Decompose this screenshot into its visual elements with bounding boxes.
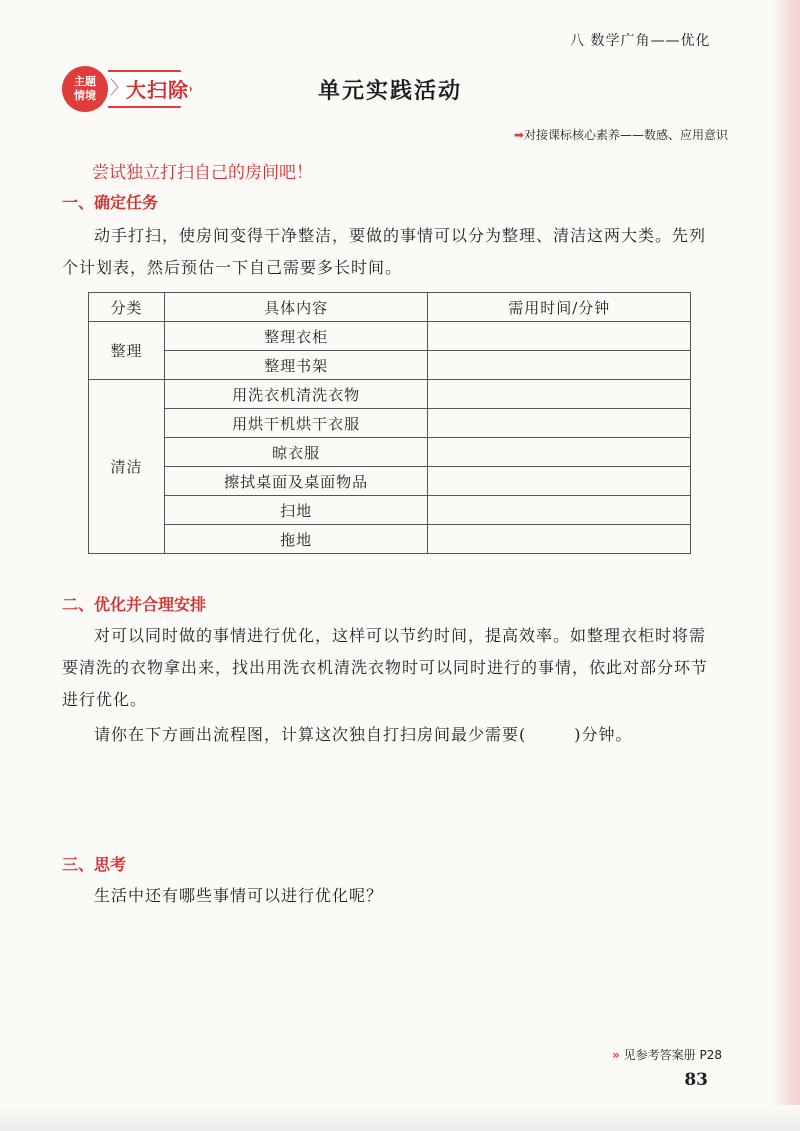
section1-heading: 一、确定任务: [62, 193, 159, 212]
group-clean: 清洁: [89, 380, 165, 554]
time-cell[interactable]: [428, 525, 691, 554]
table-row: [89, 525, 691, 554]
section3-heading: 三、思考: [62, 855, 127, 874]
page-bottom-shadow: [0, 1105, 800, 1131]
table-row: [89, 351, 691, 380]
flowchart-question: [62, 722, 722, 745]
task-cell: 扫地: [164, 496, 428, 525]
arrow-right-icon: ➡: [513, 128, 524, 142]
task-cell: 整理衣柜: [164, 322, 428, 351]
table-row: [89, 438, 691, 467]
table-row: [89, 380, 691, 409]
question-text-after: )分钟。: [574, 725, 633, 744]
time-cell[interactable]: [428, 438, 691, 467]
intro-text: 尝试独立打扫自己的房间吧！: [92, 163, 313, 183]
badge-line1: 主题: [74, 75, 96, 88]
theme-label: 大扫除: [126, 78, 189, 102]
core-literacy-text: 对接课标核心素养——数感、应用意识: [523, 128, 728, 142]
chevron-right-icon: 〉: [110, 78, 128, 99]
table-row: [89, 322, 691, 351]
time-cell[interactable]: [428, 322, 691, 351]
group-tidy: 整理: [89, 322, 165, 380]
section3-question: 生活中还有哪些事情可以进行优化呢？: [94, 886, 384, 905]
table-header-row: [89, 293, 691, 322]
time-cell[interactable]: [428, 351, 691, 380]
question-text-before: 请你在下方画出流程图，计算这次独自打扫房间最少需要(: [94, 725, 527, 744]
table-header-content: 具体内容: [164, 293, 428, 322]
double-chevron-icon: »: [612, 1048, 620, 1062]
answer-reference-text: 见参考答案册 P28: [623, 1048, 722, 1062]
time-cell[interactable]: [428, 467, 691, 496]
table-row: [89, 409, 691, 438]
section2-paragraph: 对可以同时做的事情进行优化，这样可以节约时间，提高效率。如整理衣柜时将需要清洗的衣物拿出来，找出用洗衣机清洗衣物时可以同时进行的事情，依此对部分环节进行优化。: [62, 626, 709, 709]
section1-paragraph: 动手打扫，使房间变得干净整洁，要做的事情可以分为整理、清洁这两大类。先列个计划表，然后预估一下自己需要多长时间。: [62, 226, 707, 277]
table-header-time: 需用时间/分钟: [428, 293, 691, 322]
chapter-header: 八 数学广角——优化: [570, 33, 711, 49]
task-cell: 用洗衣机清洗衣物: [164, 380, 428, 409]
table-row: [89, 467, 691, 496]
section2-heading: 二、优化并合理安排: [62, 595, 207, 614]
page-title: 单元实践活动: [317, 79, 462, 104]
table-header-category: 分类: [89, 293, 165, 322]
task-cell: 拖地: [164, 525, 428, 554]
core-literacy-note: [514, 126, 728, 143]
task-cell: 晾衣服: [164, 438, 428, 467]
time-cell[interactable]: [428, 380, 691, 409]
page-edge-shadow: [772, 0, 800, 1131]
task-cell: 用烘干机烘干衣服: [164, 409, 428, 438]
task-cell: 擦拭桌面及桌面物品: [164, 467, 428, 496]
answer-reference: [612, 1046, 722, 1063]
page-number: 83: [684, 1070, 708, 1090]
time-cell[interactable]: [428, 496, 691, 525]
badge-line2: 情境: [74, 89, 96, 102]
table-row: [89, 496, 691, 525]
cleaning-plan-table: [88, 292, 691, 554]
task-cell: 整理书架: [164, 351, 428, 380]
time-cell[interactable]: [428, 409, 691, 438]
